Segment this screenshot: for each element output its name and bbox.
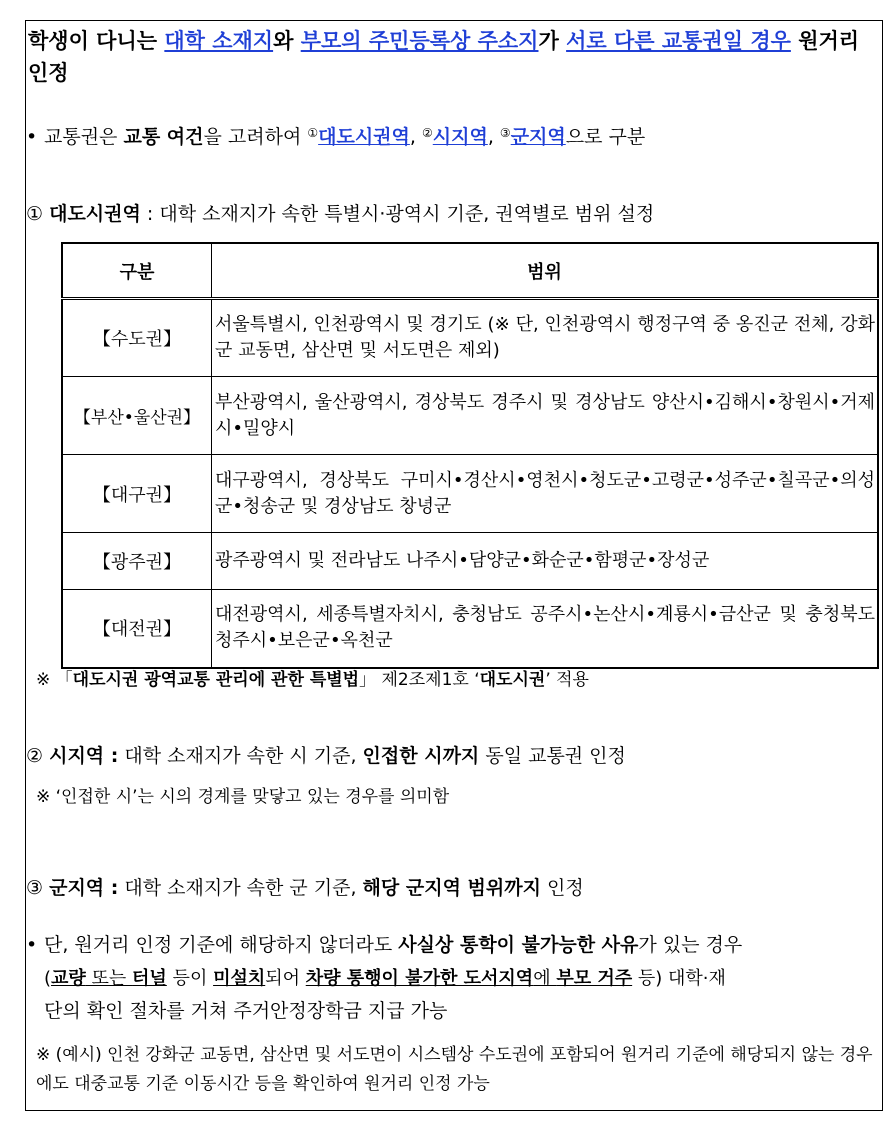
note-adjacent-city: ※ ‘인접한 시’는 시의 경계를 맞닿고 있는 경우를 의미함	[36, 787, 450, 807]
column-header: 범위	[212, 243, 879, 299]
region-range: 부산광역시, 울산광역시, 경상북도 경주시 및 경상남도 양산시•김해시•창원시•거제시•밀양시	[212, 377, 879, 455]
link-parent-address: 부모의 주민등록상 주소지	[300, 29, 539, 53]
table-row	[62, 377, 878, 455]
region-name: 【광주권】	[62, 533, 212, 590]
table-row	[62, 533, 878, 590]
section-county: ③ 군지역 : 대학 소재지가 속한 군 기준, 해당 군지역 범위까지 인정	[26, 877, 584, 899]
page-title: 학생이 다니는 대학 소재지와 부모의 주민등록상 주소지가 서로 다른 교통권일 경우 원거리 인정	[28, 29, 860, 85]
intro-bullet: • 교통권은 교통 여건을 고려하여 ①대도시권역, ②시지역, ③군지역으로 구분	[26, 126, 646, 148]
table-row	[62, 299, 878, 377]
region-range: 대구광역시, 경상북도 구미시•경산시•영천시•청도군•고령군•성주군•칠곡군•의성군•청송군 및 경상남도 창녕군	[212, 455, 879, 533]
link-county-area: 군지역	[510, 126, 566, 148]
table-row	[62, 455, 878, 533]
document-box	[25, 20, 883, 1111]
link-city-area: 시지역	[432, 126, 488, 148]
region-name: 【대구권】	[62, 455, 212, 533]
column-header: 구분	[62, 243, 212, 299]
region-table	[61, 242, 879, 669]
region-range: 광주광역시 및 전라남도 나주시•담양군•화순군•함평군•장성군	[212, 533, 879, 590]
table-row	[62, 590, 878, 668]
region-range: 서울특별시, 인천광역시 및 경기도 (※ 단, 인천광역시 행정구역 중 옹진군 전체, 강화군 교동면, 삼산면 및 서도면은 제외)	[212, 299, 879, 377]
region-range: 대전광역시, 세종특별자치시, 충청남도 공주시•논산시•계룡시•금산군 및 충청북도 청주시•보은군•옥천군	[212, 590, 879, 668]
note-special-act: ※ 「대도시권 광역교통 관리에 관한 특별법」 제2조제1호 ‘대도시권’ 적용	[36, 670, 589, 690]
link-different-zone: 서로 다른 교통권일 경우	[566, 29, 791, 53]
section-city: ② 시지역 : 대학 소재지가 속한 시 기준, 인접한 시까지 동일 교통권 인정	[26, 745, 626, 767]
link-university-location: 대학 소재지	[164, 29, 274, 53]
region-name: 【수도권】	[62, 299, 212, 377]
table-header-row	[62, 243, 878, 299]
exception-bullet: • 단, 원거리 인정 기준에 해당하지 않더라도 사실상 통학이 불가능한 사유가 있는 경우 (교량 또는 터널 등이 미설치되어 차량 통행이 불가한 도서지역에 부모 거주 등) 대학·재 단의 확인 절차를 거쳐 주거안정장학금 지급 가능	[26, 934, 743, 1022]
link-metro-area: 대도시권역	[318, 126, 410, 148]
section-metro: ① 대도시권역 : 대학 소재지가 속한 특별시·광역시 기준, 권역별로 범위 설정	[26, 203, 655, 225]
region-name: 【부산•울산권】	[62, 377, 212, 455]
region-name: 【대전권】	[62, 590, 212, 668]
note-example: ※ (예시) 인천 강화군 교동면, 삼산면 및 서도면이 시스템상 수도권에 포함되어 원거리 기준에 해당되지 않는 경우에도 대중교통 기준 이동시간 등을 확인하여 원거리 인정 가능	[36, 1045, 873, 1094]
